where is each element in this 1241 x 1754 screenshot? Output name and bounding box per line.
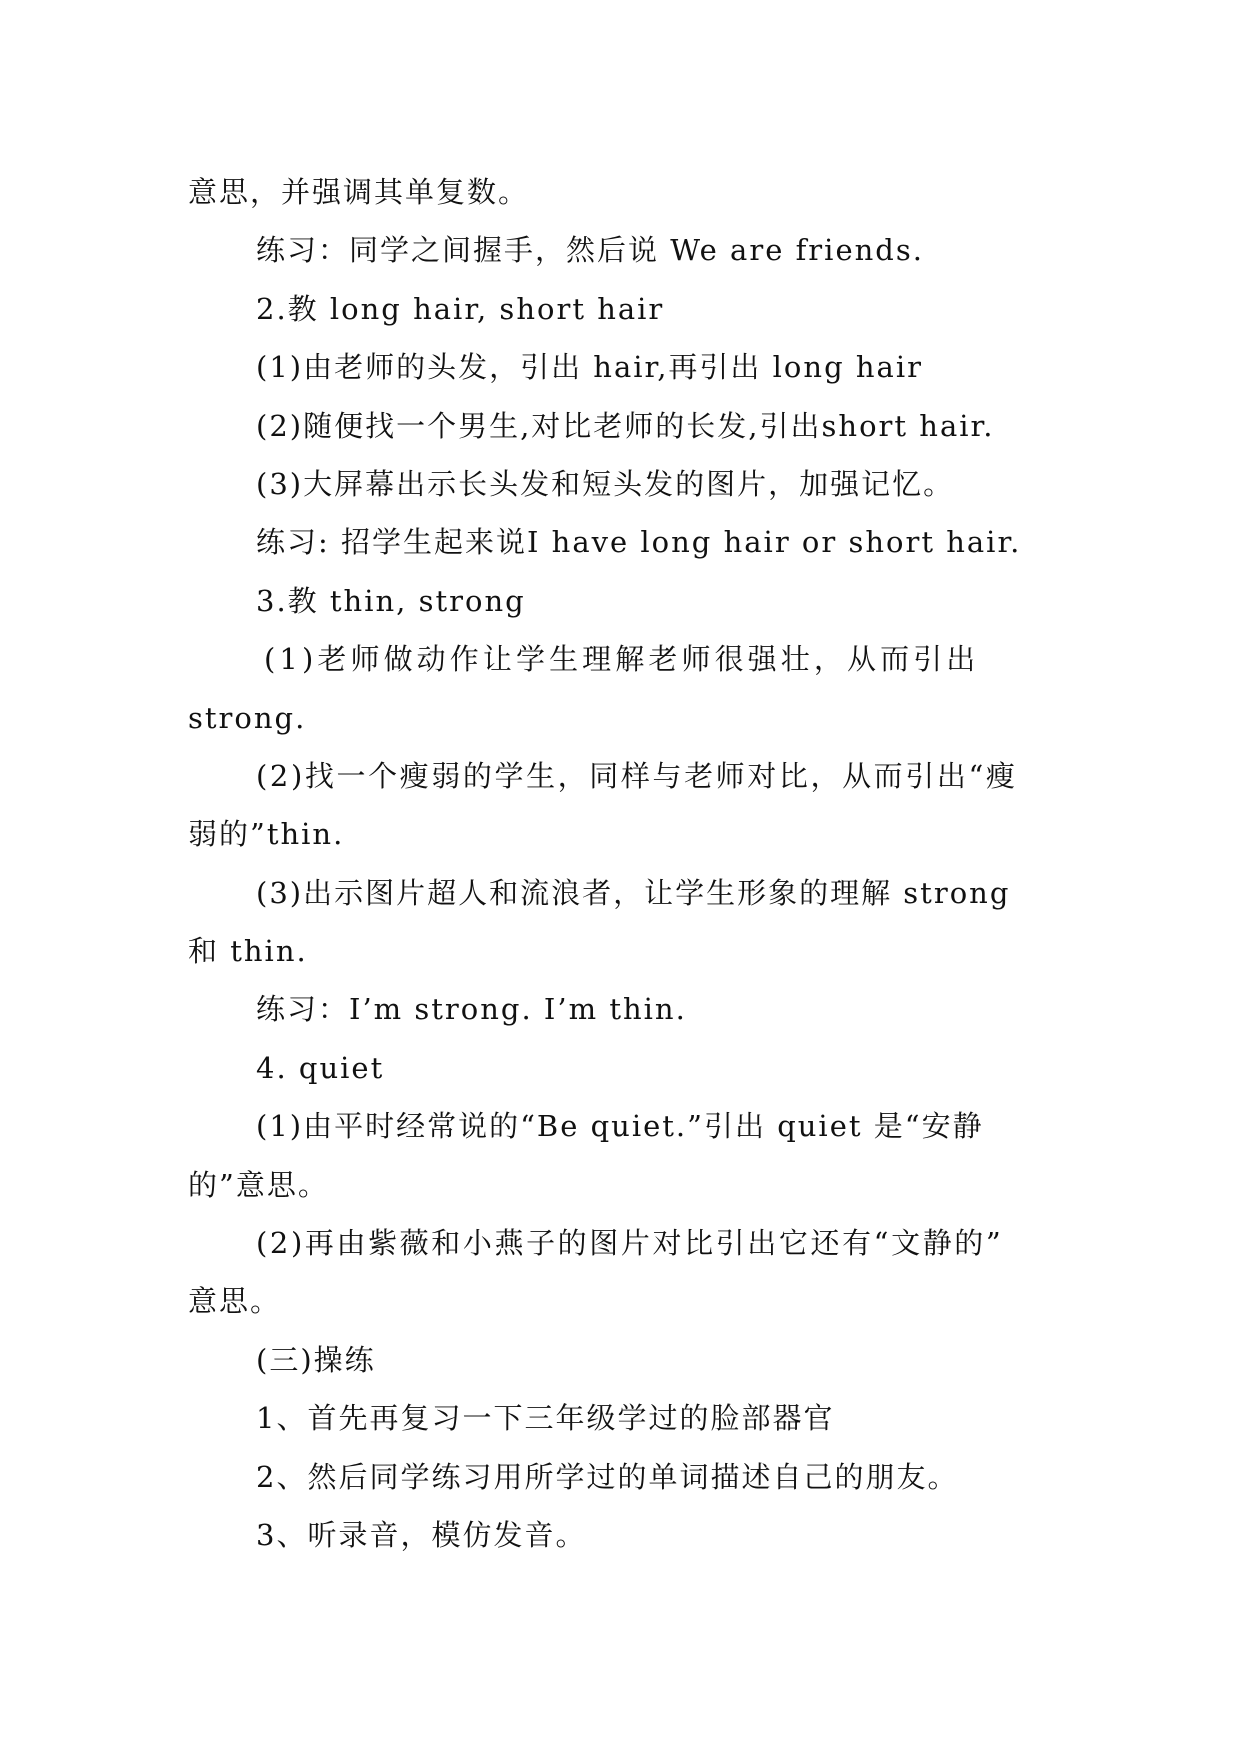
text-line-20: 意思。 — [188, 1284, 282, 1319]
text-line-23: 2、然后同学练习用所学过的单词描述自己的朋友。 — [256, 1459, 959, 1494]
text-line-3: 2.教 long hair, short hair — [256, 291, 665, 326]
text-line-15: 练习：I’m strong. I’m thin. — [256, 992, 687, 1027]
text-line-2: 练习：同学之间握手，然后说 We are friends. — [256, 233, 924, 268]
text-line-16: 4. quiet — [256, 1050, 385, 1085]
text-line-4: (1)由老师的头发，引出 hair,再引出 long hair — [256, 350, 923, 385]
text-line-22: 1、首先再复习一下三年级学过的脸部器官 — [256, 1401, 835, 1436]
text-line-17: (1)由平时经常说的“Be quiet.”引出 quiet 是“安静 — [256, 1109, 984, 1144]
text-line-1: 意思，并强调其单复数。 — [188, 175, 530, 209]
text-line-24: 3、听录音，模仿发音。 — [256, 1517, 587, 1552]
text-line-21: (三)操练 — [256, 1342, 376, 1377]
text-line-11: (2)找一个瘦弱的学生，同样与老师对比，从而引出“瘦 — [256, 758, 1018, 793]
text-line-19: (2)再由紫薇和小燕子的图片对比引出它还有“文静的” — [256, 1226, 1004, 1261]
text-line-18: 的”意思。 — [188, 1167, 329, 1202]
text-line-8: 3.教 thin, strong — [256, 583, 526, 618]
text-line-7: 练习: 招学生起来说I have long hair or short hair. — [256, 525, 1022, 560]
text-line-13: (3)出示图片超人和流浪者，让学生形象的理解 strong — [256, 875, 1011, 910]
text-line-5: (2)随便找一个男生,对比老师的长发,引出short hair. — [256, 408, 995, 443]
text-line-12: 弱的”thin. — [188, 817, 345, 852]
text-line-6: (3)大屏幕出示长头发和短头发的图片，加强记忆。 — [256, 466, 955, 501]
text-line-14: 和 thin. — [188, 934, 308, 969]
document-body — [188, 163, 1058, 1564]
text-line-9: (1)老师做动作让学生理解老师很强壮，从而引出 — [264, 642, 980, 677]
text-line-10: strong. — [188, 700, 307, 735]
